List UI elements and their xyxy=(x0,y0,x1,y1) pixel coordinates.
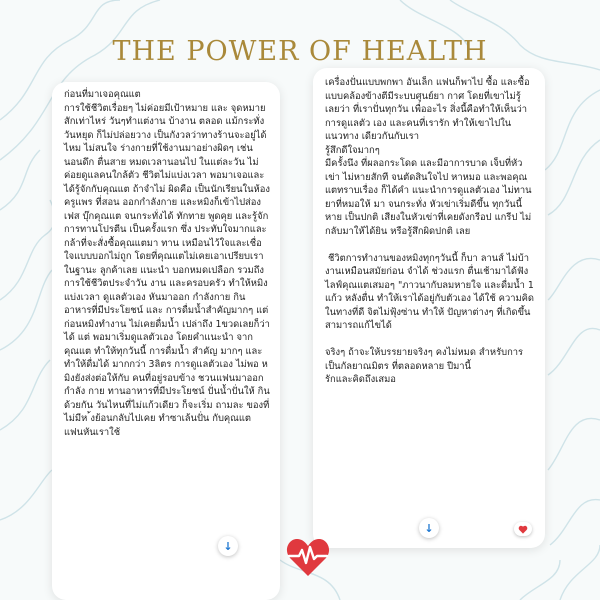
heart-reaction-icon[interactable] xyxy=(514,522,532,536)
page-title: THE POWER OF HEALTH xyxy=(112,36,488,67)
message-card-left xyxy=(52,82,280,600)
message-text: เครื่องปั่นแบบพกพา อันเล็ก แฟนก็พาไป ซื้อ และซื้อแบบคล้องข้างตีมีระบบศูนย์ยา กาศ โดยที่เขาไม่รู้เลยว่า ที่เราปั่นทุกวัน เพื่ออะไร สิ่งนี้คือทำให้เห็นว่า การดูแลตัว เอง และคนที่เรารัก ทำให้เขาไปในแนวทาง เดียวกันกับเรา รู้สึกดีใจมากๆ มีครั้งนึง ที่ผลอกระโดด และมีอาการบาด เจ็บที่หัวเข่า ไม่หายสักที จนตัดสินใจไป หาหมอ และพอคุณแตทราบเรื่อง ก็ได้คำ แนะนำการดูแลตัวเอง ไม่ทานยาที่หมอให้ มา จนกระทั่ง หัวเข่าเริ่มดีขึ้น ทุกวันนี้หาย เป็นปกติ เสียงในหัวเข่าที่เคยดังกรีอป แกรีป ไม่กลับมาให้ได้ยิน หรือรู้สึกผิดปกติ เลย ชีวิตการทำงานของหมิงทุกๆวันนี้ ก็บา ลานส์ ไม่บ้างานเหมือนสมัยก่อน จำได้ ช่วงแรก ตื่นเช้ามาได้ฟังไลฟ์คุณแตเสมอๆ "ภาวนากับลมหายใจ และดื่มน้ำ 1 แก้ว หลังตื่น ทำให้เราได้อยู่กับตัวเอง ได้ใช้ ความคิดในทางที่ดี จิตไม่ฟุ้งซ่าน ทำให้ ปัญหาต่างๆ ที่เกิดขึ้น สามารถแก้ไขได้ จริงๆ ถ้าจะให้บรรยายจริงๆ คงไม่หมด สำหรับการเป็นกัลยาณมิตร ที่ตลอดหลาย ปีมานี้ รักและคิดถึงเสมอ xyxy=(325,77,535,385)
scroll-down-button[interactable] xyxy=(218,536,238,556)
message-text: ก่อนที่มาเจอคุณแต การใช้ชีวิตเรื่อยๆ ไม่ค่อยมีเป้าหมาย และ จุดหมายสักเท่าไหร่ วันๆทำแต่งาน บ้างาน ตลอด แม้กระทั่ง วันหยุด ก็ไม่ปล่อยวาง เป็นกังวลว่าทางร้านจะอยู่ได้ไหม ไม่สนใจ ร่างกายที่ใช้งานมาอย่างผิดๆ เช่น นอนดึก ตื่นสาย หมดเวลานอนไป ในแต่ละวัน ไม่ ค่อยดูแลคนใกล้ตัว ชีวิตไม่แบ่งเวลา พอมาเจอและได้รู้จักกับคุณแต ถ้าจำไม่ ผิดคือ เป็นนักเรียนในห้อง ครูแพร ที่สอน ออกกำลังกาย และหมิงก็เข้าไปส่องเฟส บุ๊กคุณแต จนกระทั่งได้ ทักทาย พูดคุย และรู้จักการทานโปรตีน เป็นครั้งแรก ซึ่ง ประทับใจมากและกล้าที่จะสั่งซื้อคุณแตมา ทาน เหมือนไว้ใจและเชื่อใจแบบบอกไม่ถูก โดยที่คุณแตไม่เคยเอาเปรียบเราในฐานะ ลูกค้าเลย แนะนำ บอกหมดเปลือก รวมถึง การใช้ชีวิตประจำวัน งาน และครอบครัว ทำให้หมิงแบ่งเวลา ดูแลตัวเอง หันมาออก กำลังกาย กินอาหารที่มีประโยชน์ และ การดื่มน้ำสำคัญมากๆ แต่ก่อนหมิงทำงาน ไม่เคยดื่มน้ำ เปล่าถึง 1ขวดเลยก็ว่าได้ แต่ พอมาเริ่มดูแลตัวเอง โดยคำแนะนำ จาก คุณแต ทำให้ทุกวันนี้ การดื่มน้ำ สำคัญ มากๆ และทำให้ดื่มได้ มากกว่า 3ลิตร การดูแลตัวเอง ไม่พอ หมิงยังส่งต่อให้กับ คนที่อยู่รอบข้าง ชวนแฟนมาออกกำลัง กาย ทานอาหารที่มีประโยชน์ ปั่นน้ำปั่นให้ กินด้วยกัน วันไหนที่ไม่แก้วเดียว ก็จะเริ่ม ถามละ ของที่ไม่มีห ้งย้อนกลับไปเคย ทำซาเล้นปั่น กับคุณแต แฟนหันเราใช้ xyxy=(64,89,270,438)
arrow-down-icon: ↓ xyxy=(223,539,233,553)
message-card-right xyxy=(313,68,545,548)
arrow-down-icon: ↓ xyxy=(424,521,434,535)
heart-pulse-logo-icon xyxy=(285,536,331,578)
scroll-down-button[interactable] xyxy=(419,518,439,538)
